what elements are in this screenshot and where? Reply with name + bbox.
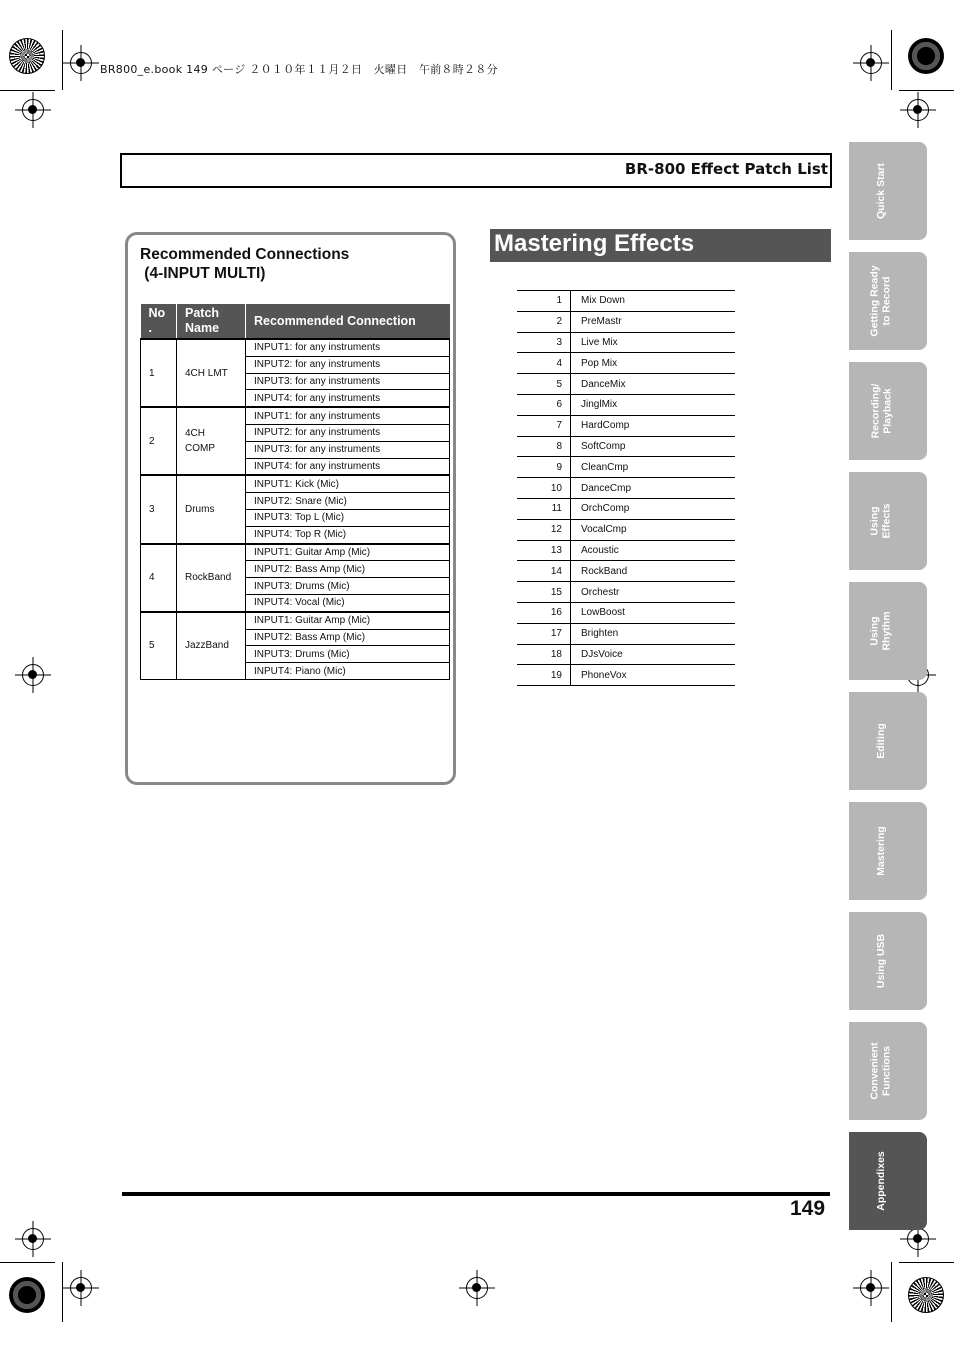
- input-connection: INPUT1: for any instruments: [246, 339, 450, 356]
- crosshair-mark: [860, 52, 882, 74]
- table-row: [517, 623, 735, 644]
- effect-number: 11: [517, 498, 571, 519]
- patch-number: 5: [141, 612, 177, 680]
- table-row: [517, 644, 735, 665]
- side-tab-label: Editing: [874, 723, 887, 759]
- effect-name: SoftComp: [571, 436, 736, 457]
- registration-wheel-bottom-left: [9, 1277, 45, 1313]
- table-row: [517, 436, 735, 457]
- patch-number: 2: [141, 407, 177, 475]
- table-row: [517, 582, 735, 603]
- effect-number: 13: [517, 540, 571, 561]
- effect-number: 5: [517, 374, 571, 395]
- side-tab-label-wrap: [851, 162, 911, 220]
- effect-number: 2: [517, 311, 571, 332]
- input-connection: INPUT1: Guitar Amp (Mic): [246, 544, 450, 561]
- patch-name: JazzBand: [177, 612, 246, 680]
- effect-name: Brighten: [571, 623, 736, 644]
- crop-line: [899, 1262, 954, 1263]
- effect-number: 19: [517, 665, 571, 686]
- effect-name: RockBand: [571, 561, 736, 582]
- crop-line: [899, 90, 954, 91]
- effect-number: 18: [517, 644, 571, 665]
- input-connection: INPUT1: Guitar Amp (Mic): [246, 612, 450, 629]
- input-connection: INPUT4: for any instruments: [246, 390, 450, 407]
- input-connection: INPUT1: Kick (Mic): [246, 475, 450, 492]
- effect-name: Mix Down: [571, 291, 736, 312]
- crosshair-mark: [22, 664, 44, 686]
- side-tab-quick-start[interactable]: [849, 142, 927, 240]
- patch-number: 3: [141, 475, 177, 543]
- table-row: [517, 665, 735, 686]
- crosshair-mark: [907, 99, 929, 121]
- table-row: [517, 311, 735, 332]
- side-tab-editing[interactable]: [849, 692, 927, 790]
- table-header-row: [141, 304, 450, 339]
- effect-number: 4: [517, 353, 571, 374]
- crosshair-mark: [70, 52, 92, 74]
- print-slug: BR800_e.book 149 ページ ２０１０年１１月２日 火曜日 午前８時２８分: [100, 63, 498, 76]
- side-tab-appendixes[interactable]: [849, 1132, 927, 1230]
- table-row: [517, 457, 735, 478]
- page-number: 149: [790, 1197, 826, 1220]
- rc-title-line1: Recommended Connections: [140, 246, 350, 263]
- table-row: [517, 353, 735, 374]
- input-connection: INPUT2: Bass Amp (Mic): [246, 561, 450, 578]
- effect-name: PreMastr: [571, 311, 736, 332]
- recommended-connections-panel: [125, 232, 456, 785]
- effect-name: LowBoost: [571, 602, 736, 623]
- side-tab-label: Using Effects: [868, 503, 893, 539]
- crop-line: [891, 1262, 892, 1322]
- effect-number: 10: [517, 478, 571, 499]
- mastering-effects-heading-bar: [490, 229, 831, 262]
- table-row: [517, 540, 735, 561]
- side-tab-label-wrap: [851, 933, 911, 989]
- section-title: BR-800 Effect Patch List: [624, 160, 828, 178]
- effect-number: 3: [517, 332, 571, 353]
- effect-name: JinglMix: [571, 394, 736, 415]
- side-tab-label: Using Rhythm: [869, 611, 893, 651]
- table-row: [517, 498, 735, 519]
- effect-number: 15: [517, 582, 571, 603]
- effect-name: DJsVoice: [571, 644, 736, 665]
- crop-line: [62, 30, 63, 90]
- crosshair-mark: [22, 1228, 44, 1250]
- crop-line: [891, 30, 892, 90]
- patch-name: 4CH COMP: [177, 407, 246, 475]
- effect-number: 9: [517, 457, 571, 478]
- table-row: [517, 478, 735, 499]
- side-tab-recording-playback[interactable]: [849, 362, 927, 460]
- side-tab-using-effects[interactable]: [849, 472, 927, 570]
- input-connection: INPUT2: Snare (Mic): [246, 493, 450, 510]
- input-connection: INPUT3: Drums (Mic): [246, 578, 450, 595]
- side-tab-label-wrap: [851, 723, 911, 759]
- crop-line: [0, 1262, 55, 1263]
- table-row: [141, 612, 450, 629]
- table-row: [517, 415, 735, 436]
- mastering-effects-heading: Mastering Effects: [494, 230, 695, 257]
- effect-number: 1: [517, 291, 571, 312]
- recommended-connections-table: [140, 304, 450, 680]
- effect-name: CleanCmp: [571, 457, 736, 478]
- effect-number: 8: [517, 436, 571, 457]
- crosshair-mark: [466, 1277, 488, 1299]
- crosshair-mark: [70, 1277, 92, 1299]
- effect-name: HardComp: [571, 415, 736, 436]
- effect-name: VocalCmp: [571, 519, 736, 540]
- recommended-connections-title: [140, 245, 349, 283]
- patch-number: 1: [141, 339, 177, 407]
- registration-wheel-top-left: [9, 38, 45, 74]
- input-connection: INPUT2: Bass Amp (Mic): [246, 629, 450, 646]
- side-tab-using-rhythm[interactable]: [849, 582, 927, 680]
- table-row: [141, 544, 450, 561]
- header-recommended-connection: Recommended Connection: [246, 304, 450, 339]
- side-tab-mastering[interactable]: [849, 802, 927, 900]
- section-title-bar: [120, 153, 832, 188]
- crosshair-mark: [860, 1277, 882, 1299]
- patch-name: Drums: [177, 475, 246, 543]
- effect-name: PhoneVox: [571, 665, 736, 686]
- patch-number: 4: [141, 544, 177, 612]
- effect-name: DanceMix: [571, 374, 736, 395]
- patch-name: 4CH LMT: [177, 339, 246, 407]
- side-tab-label: Appendixes: [874, 1151, 887, 1211]
- input-connection: INPUT4: Vocal (Mic): [246, 594, 450, 611]
- side-tab-label-wrap: [851, 611, 911, 651]
- crop-line: [0, 90, 55, 91]
- crosshair-mark: [22, 99, 44, 121]
- effect-number: 7: [517, 415, 571, 436]
- side-tab-label: Recording/ Playback: [869, 383, 893, 439]
- input-connection: INPUT3: Drums (Mic): [246, 646, 450, 663]
- side-tab-label: Convenient Functions: [868, 1042, 893, 1100]
- input-connection: INPUT3: for any instruments: [246, 373, 450, 390]
- effect-number: 6: [517, 394, 571, 415]
- table-row: [517, 519, 735, 540]
- input-connection: INPUT3: Top L (Mic): [246, 509, 450, 526]
- registration-wheel-top-right: [908, 38, 944, 74]
- table-row: [141, 339, 450, 356]
- header-patch-name: Patch Name: [177, 304, 246, 339]
- side-tab-label: Using USB: [874, 933, 887, 989]
- side-tab-label-wrap: [851, 826, 911, 876]
- side-tab-using-usb[interactable]: [849, 912, 927, 1010]
- rc-title-line2: (4-INPUT MULTI): [140, 265, 266, 282]
- patch-name: RockBand: [177, 544, 246, 612]
- table-row: [517, 332, 735, 353]
- effect-name: Orchestr: [571, 582, 736, 603]
- effect-number: 17: [517, 623, 571, 644]
- registration-wheel-bottom-right: [908, 1277, 944, 1313]
- side-tab-label: Mastering: [875, 826, 887, 876]
- effect-name: Acoustic: [571, 540, 736, 561]
- side-tab-label-wrap: [851, 503, 911, 539]
- effect-name: Live Mix: [571, 332, 736, 353]
- side-tab-label: Getting Ready to Record: [869, 265, 893, 337]
- input-connection: INPUT4: Top R (Mic): [246, 526, 450, 543]
- table-row: [517, 374, 735, 395]
- table-row: [141, 475, 450, 492]
- effect-name: Pop Mix: [571, 353, 736, 374]
- input-connection: INPUT1: for any instruments: [246, 407, 450, 424]
- table-row: [517, 291, 735, 312]
- effect-name: OrchComp: [571, 498, 736, 519]
- input-connection: INPUT4: Piano (Mic): [246, 663, 450, 680]
- input-connection: INPUT2: for any instruments: [246, 356, 450, 373]
- table-row: [517, 602, 735, 623]
- input-connection: INPUT4: for any instruments: [246, 458, 450, 475]
- side-tab-label-wrap: [851, 265, 911, 337]
- input-connection: INPUT3: for any instruments: [246, 441, 450, 458]
- effect-number: 16: [517, 602, 571, 623]
- side-tab-convenient-functions[interactable]: [849, 1022, 927, 1120]
- effect-number: 14: [517, 561, 571, 582]
- table-row: [517, 561, 735, 582]
- input-connection: INPUT2: for any instruments: [246, 424, 450, 441]
- side-tab-label: Quick Start: [875, 162, 887, 220]
- side-tab-label-wrap: [851, 383, 911, 439]
- effect-name: DanceCmp: [571, 478, 736, 499]
- side-tab-getting-ready-to-record[interactable]: [849, 252, 927, 350]
- table-row: [517, 394, 735, 415]
- side-tab-label-wrap: [851, 1042, 911, 1100]
- mastering-effects-table: [517, 290, 735, 686]
- header-no: No .: [141, 304, 177, 339]
- table-row: [141, 407, 450, 424]
- crosshair-mark: [907, 1228, 929, 1250]
- crop-line: [62, 1262, 63, 1322]
- side-tab-label-wrap: [851, 1151, 911, 1211]
- effect-number: 12: [517, 519, 571, 540]
- footer-rule: [122, 1192, 830, 1196]
